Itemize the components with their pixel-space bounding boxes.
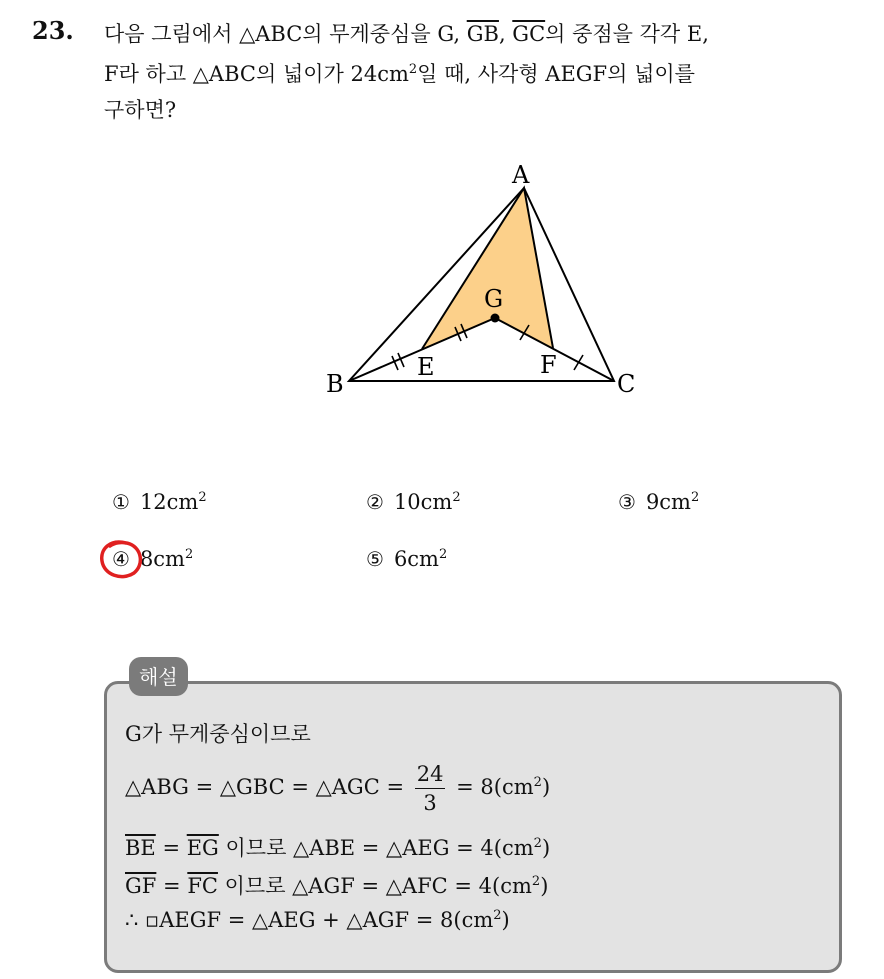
answer-circle-mark	[96, 537, 148, 583]
median-lines	[349, 318, 614, 381]
choice-5[interactable]	[366, 547, 447, 571]
solution-line2-post: = 8(cm	[449, 775, 534, 799]
triangle-figure	[0, 0, 884, 460]
solution-line5-close: )	[501, 908, 510, 932]
choice-5-number: ⑤	[366, 547, 384, 571]
choice-3-text: 9cm	[645, 490, 691, 514]
solution-line4-sup: 2	[531, 874, 541, 889]
question-line2-post: 일 때, 사각형 AEGF의 넓이를	[417, 62, 695, 86]
fraction-numerator: 24	[415, 760, 446, 789]
segment-gb: $\overline{GB}$	[466, 22, 499, 46]
question-line1-post: 의 중점을 각각 E,	[545, 22, 709, 46]
question-line2-pre: F라 하고 △ABC의 넓이가 24cm	[104, 62, 409, 86]
label-c: C	[617, 370, 636, 398]
choice-5-sup: 2	[438, 547, 448, 562]
solution-line2-pre: △ABG = △GBC = △AGC =	[125, 775, 411, 799]
segment-fc: $\overline{FC}$	[187, 874, 218, 898]
solution-line5-pre: ∴ ▫AEGF = △AEG + △AGF = 8(cm	[125, 908, 494, 932]
question-comma: ,	[498, 22, 513, 46]
solution-tag: 해설	[129, 657, 188, 696]
solution-line4-close: )	[540, 874, 549, 898]
solution-line-3	[125, 832, 550, 862]
solution-line-2	[125, 760, 550, 817]
choice-4-number: ④	[112, 547, 130, 571]
question-line-3: 구하면?	[104, 98, 177, 122]
solution-line5-sup: 2	[493, 908, 502, 923]
label-e: E	[417, 353, 435, 381]
label-a: A	[512, 161, 530, 189]
label-g: G	[484, 285, 504, 313]
segment-gf: $\overline{GF}$	[125, 874, 157, 898]
question-line1-pre: 다음 그림에서 △ABC의 무게중심을 G,	[104, 22, 467, 46]
solution-line4-post: 이므로 △AGF = △AFC = 4(cm	[217, 874, 532, 898]
label-b: B	[326, 370, 344, 398]
choice-3[interactable]	[618, 490, 699, 514]
question-line2-sup: 2	[408, 62, 418, 77]
choice-1-number: ①	[112, 490, 130, 514]
choice-1[interactable]	[112, 490, 207, 514]
solution-line-4	[125, 870, 548, 900]
solution-line4-eq: =	[156, 874, 188, 898]
choice-2-number: ②	[366, 490, 384, 514]
segment-eg: $\overline{EG}$	[186, 836, 219, 860]
choice-1-text: 12cm	[139, 490, 199, 514]
fraction	[415, 760, 446, 817]
choice-4-sup: 2	[184, 547, 194, 562]
choice-1-sup: 2	[198, 490, 207, 505]
segment-be: $\overline{BE}$	[125, 836, 156, 860]
solution-line3-eq: =	[155, 836, 187, 860]
choice-3-sup: 2	[690, 490, 700, 505]
solution-line-1: G가 무게중심이므로	[125, 722, 311, 746]
centroid-point	[491, 314, 500, 323]
solution-line3-post: 이므로 △ABE = △AEG = 4(cm	[218, 836, 534, 860]
choice-2-text: 10cm	[393, 490, 453, 514]
choice-2-sup: 2	[452, 490, 461, 505]
solution-line3-sup: 2	[533, 836, 542, 851]
choice-3-number: ③	[618, 490, 636, 514]
fraction-denominator: 3	[423, 791, 437, 815]
solution-line-5	[125, 908, 510, 932]
choice-2[interactable]	[366, 490, 461, 514]
choice-4-text: 8cm	[139, 547, 185, 571]
question-number: 23.	[32, 16, 74, 45]
solution-line3-close: )	[541, 836, 551, 860]
choice-5-text: 6cm	[393, 547, 439, 571]
segment-gc: $\overline{GC}$	[512, 22, 546, 46]
solution-line2-sup: 2	[533, 775, 542, 790]
solution-line2-close: )	[541, 775, 551, 799]
label-f: F	[540, 351, 557, 379]
quad-aegf-fill	[422, 188, 553, 349]
